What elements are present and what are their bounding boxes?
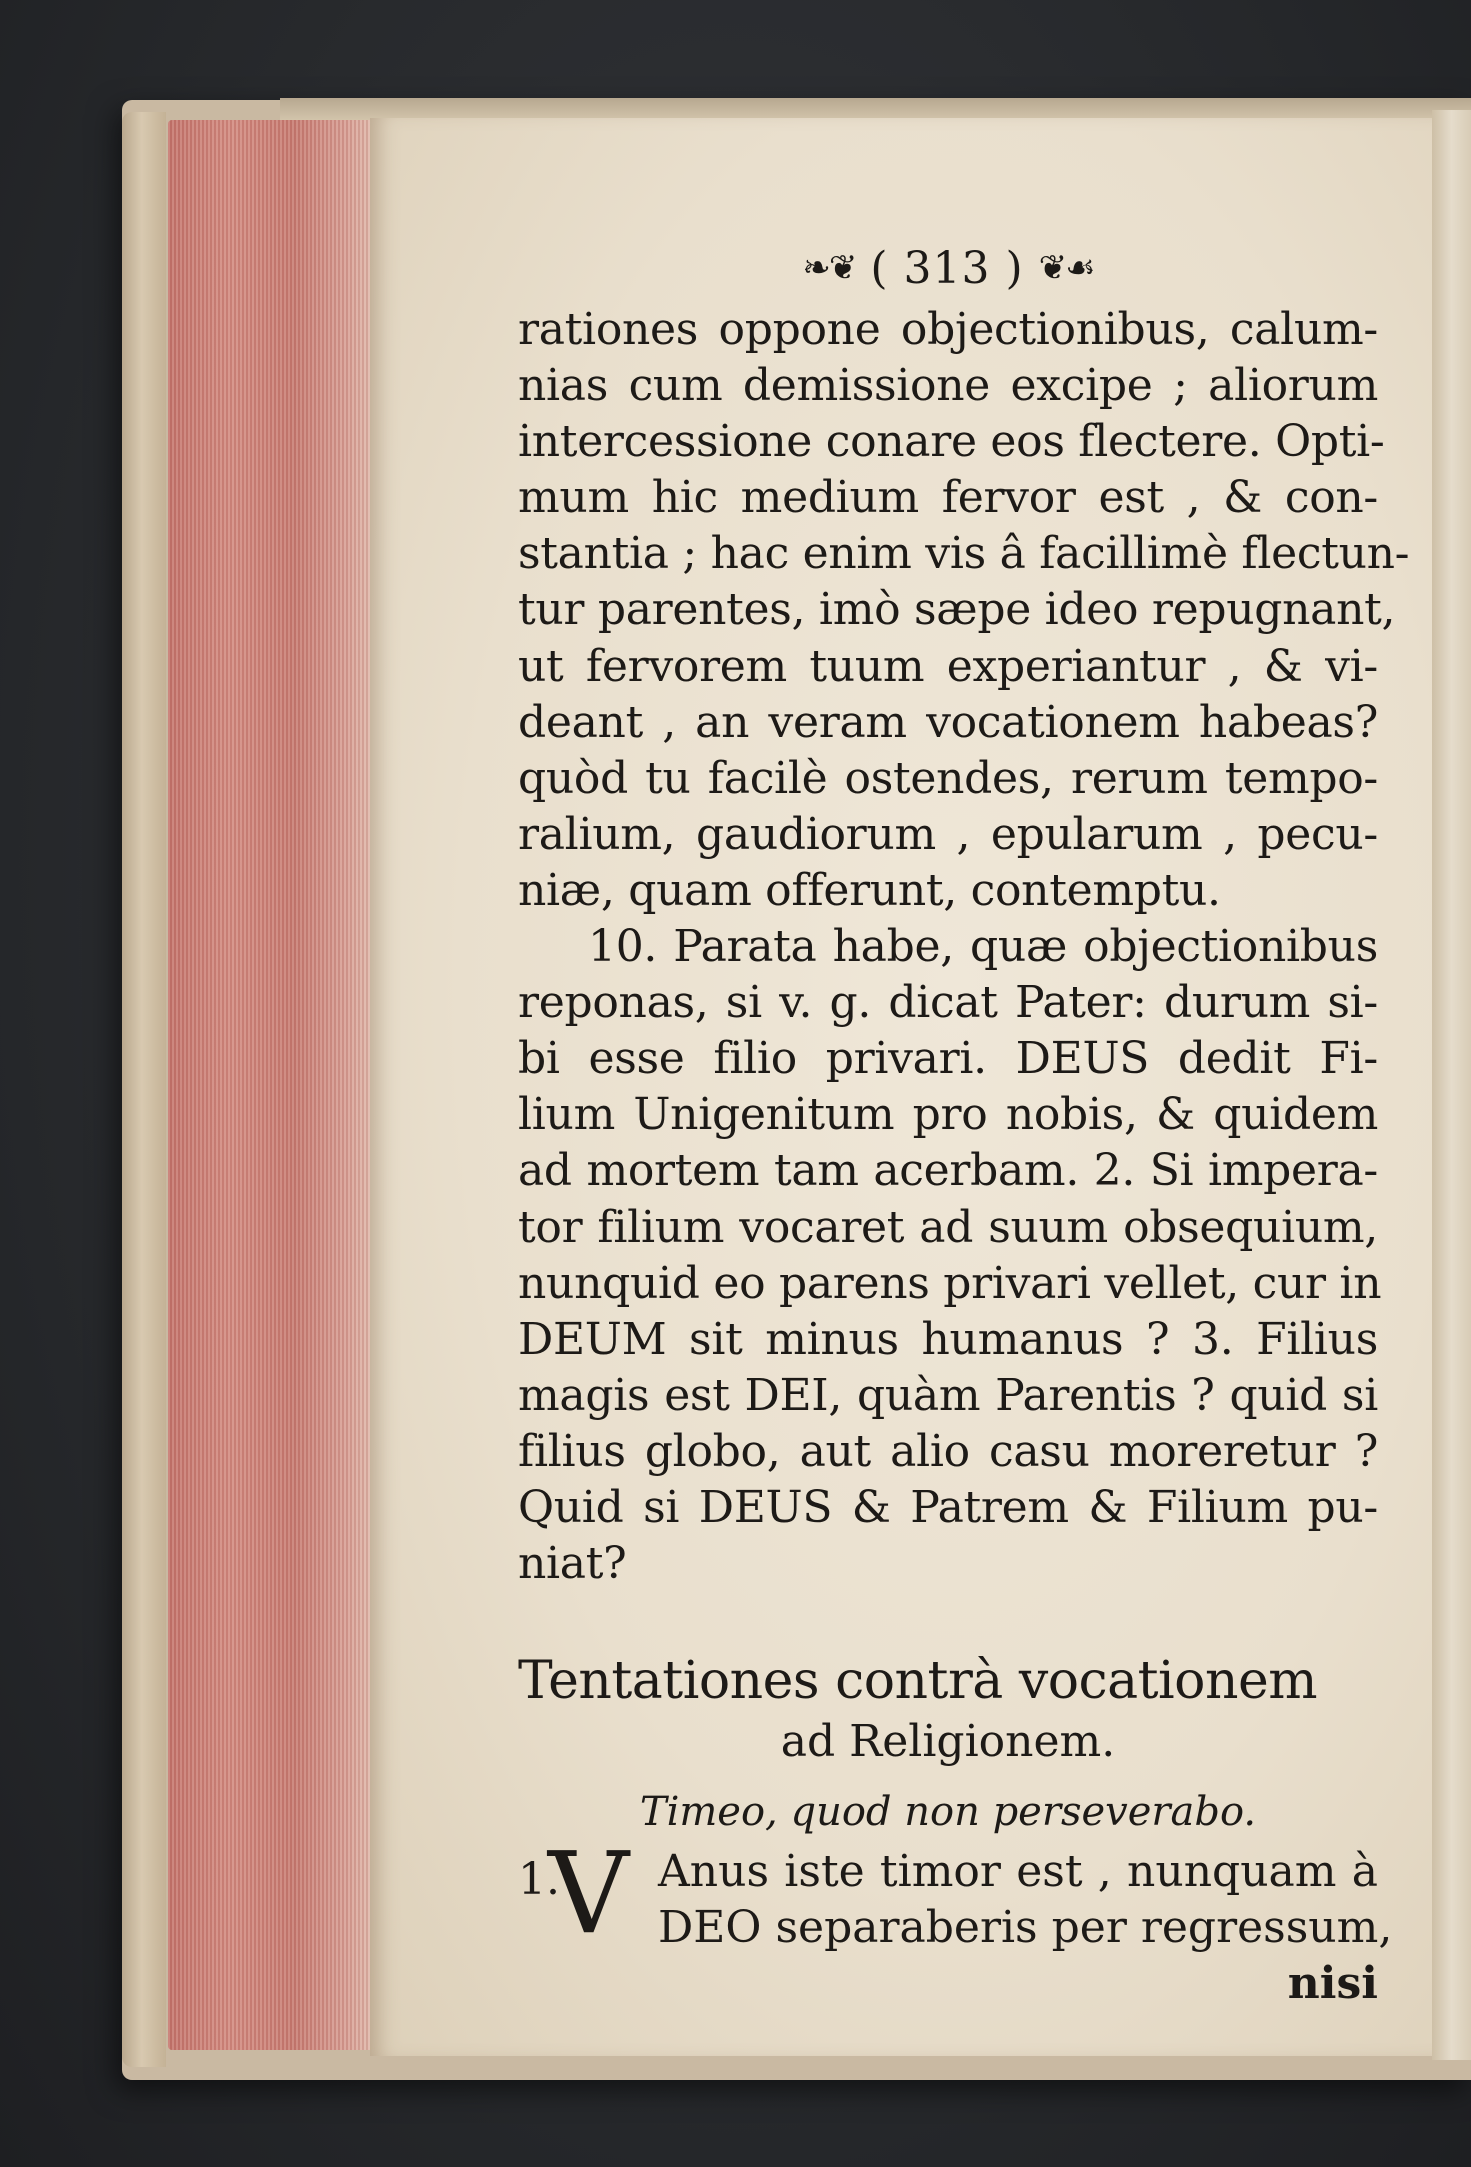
text-line: Quid si DEUS & Patrem & Filium pu- <box>518 1481 1378 1533</box>
text-line: DEO separaberis per regressum, <box>658 1902 1393 1954</box>
text-line: intercessione conare eos flectere. Opti- <box>518 416 1385 468</box>
first-paragraph <box>518 1829 1393 1960</box>
text-line: Anus iste timor est , nunquam à <box>658 1846 1378 1898</box>
text-block <box>518 240 1410 2012</box>
text-line: ut fervorem tuum experiantur , & vi- <box>518 640 1378 692</box>
text-line: stantia ; hac enim vis â facillimè flectun- <box>518 528 1410 580</box>
top-page-band <box>280 98 1471 120</box>
text-line: DEUM sit minus humanus ? 3. Filius <box>518 1313 1378 1365</box>
text-line: tur parentes, imò sæpe ideo repugnant, <box>518 584 1396 636</box>
section-heading-line2: ad Religionem. <box>780 1716 1116 1768</box>
text-line: reponas, si v. g. dicat Pater: durum si- <box>518 977 1378 1029</box>
text-line: ralium, gaudiorum , epularum , pecu- <box>518 808 1378 860</box>
ornament-right-icon: ❦☙ <box>1038 248 1094 288</box>
text-line: ad mortem tam acerbam. 2. Si impera- <box>518 1145 1378 1197</box>
text-line: mum hic medium fervor est , & con- <box>518 472 1378 524</box>
text-line: lium Unigenitum pro nobis, & quidem <box>518 1089 1378 1141</box>
next-page-edge <box>1432 110 1471 2060</box>
text-line: magis est DEI, quàm Parentis ? quid si <box>518 1369 1378 1421</box>
text-line: nunquid eo parens privari vellet, cur in <box>518 1257 1382 1309</box>
section-subheading: Timeo, quod non perseverabo. <box>639 1789 1257 1836</box>
section-heading: Tentationes contrà vocationem <box>518 1651 1318 1712</box>
page-edges-red <box>168 120 378 2050</box>
text-line: quòd tu facilè ostendes, rerum tempo- <box>518 752 1378 804</box>
page-number: ( 313 ) <box>870 243 1024 294</box>
text-line: bi esse filio privari. DEUS dedit Fi- <box>518 1033 1378 1085</box>
cover-edge <box>122 112 166 2067</box>
text-line: nias cum demissione excipe ; aliorum <box>518 360 1378 412</box>
text-line: rationes oppone objectionibus, calum- <box>518 304 1378 355</box>
text-line: deant , an veram vocationem habeas? <box>518 696 1378 748</box>
drop-cap: V <box>548 1829 629 1960</box>
catchword: nisi <box>1287 1958 1378 2010</box>
paragraph-number: 1. <box>518 1854 560 1906</box>
text-line: 10. Parata habe, quæ objectionibus <box>588 921 1378 973</box>
body-paragraph <box>518 302 1410 1592</box>
text-line: tor filium vocaret ad suum obsequium, <box>518 1201 1378 1253</box>
page-header <box>518 240 1378 296</box>
text-line: niat? <box>518 1538 627 1590</box>
text-line: niæ, quam offerunt, contemptu. <box>518 864 1221 916</box>
text-line: filius globo, aut alio casu moreretur ? <box>518 1425 1378 1477</box>
ornament-left-icon: ❧❦ <box>802 248 856 288</box>
